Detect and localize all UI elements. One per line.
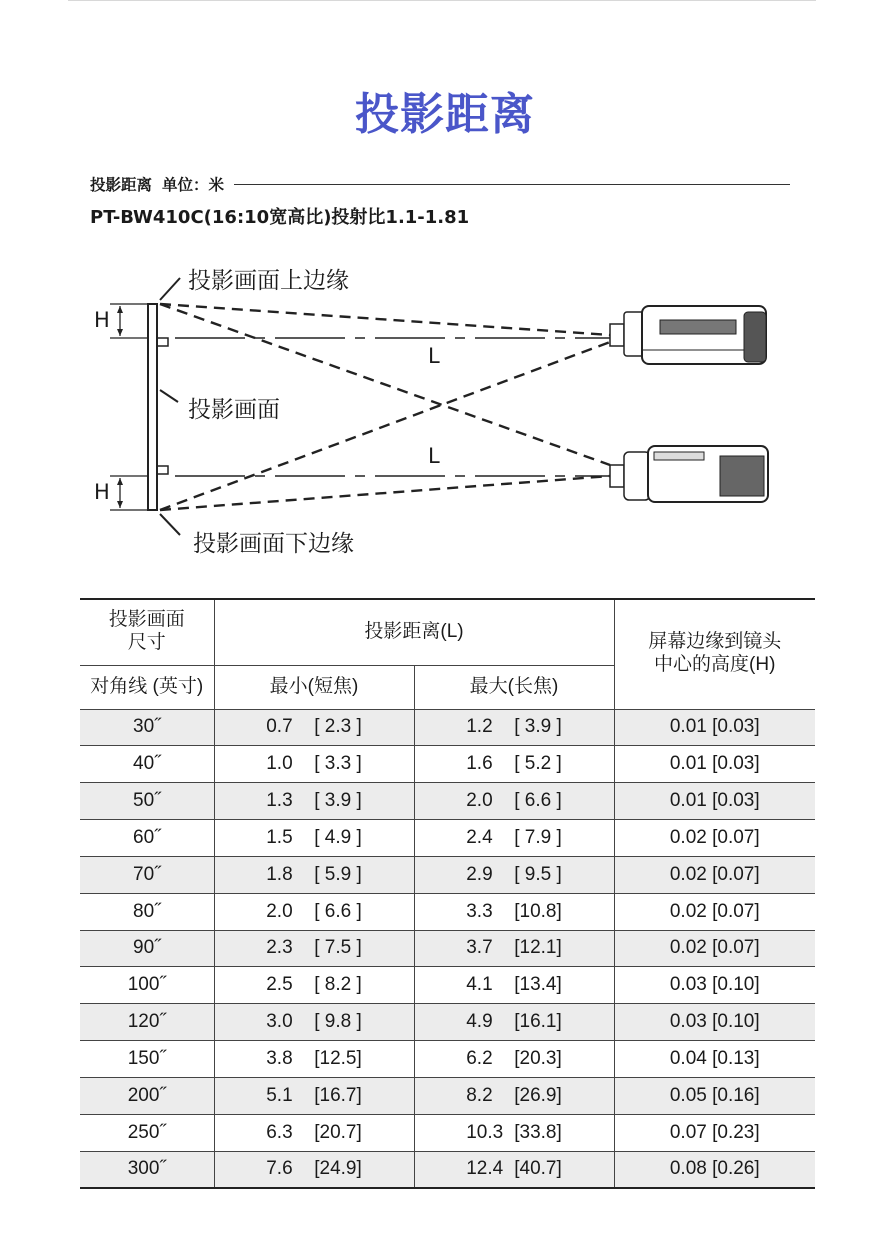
- header-distance: 投影距离(L): [214, 599, 614, 665]
- cell-size: 150˝: [80, 1041, 214, 1078]
- header-min: 最小(短焦): [214, 665, 414, 709]
- cell-max: 6.2 [20.3]: [414, 1041, 614, 1078]
- cell-max: 2.4 [ 7.9 ]: [414, 820, 614, 857]
- cell-height: 0.02 [0.07]: [614, 930, 815, 967]
- cell-size: 120˝: [80, 1004, 214, 1041]
- cell-size: 250˝: [80, 1114, 214, 1151]
- leader-bottom: [160, 514, 180, 535]
- projector-floor-icon: [610, 446, 768, 502]
- cell-min: 1.3 [ 3.9 ]: [214, 783, 414, 820]
- cell-size: 90˝: [80, 930, 214, 967]
- table-row: [80, 930, 815, 967]
- cell-max: 1.2 [ 3.9 ]: [414, 709, 614, 746]
- screen-label: 投影画面: [188, 397, 280, 423]
- projector-ceiling-icon: [610, 306, 766, 364]
- model-line: PT-BW410C(16:10宽高比)投射比1.1-1.81: [90, 207, 470, 228]
- cell-min: 3.8 [12.5]: [214, 1041, 414, 1078]
- table-row: [80, 1077, 815, 1114]
- projection-table: [80, 598, 815, 1189]
- h-label-bottom: H: [94, 480, 110, 504]
- cell-height: 0.03 [0.10]: [614, 1004, 815, 1041]
- page-title: 投影距离: [355, 89, 535, 140]
- cell-height: 0.02 [0.07]: [614, 893, 815, 930]
- cell-height: 0.01 [0.03]: [614, 746, 815, 783]
- cell-height: 0.01 [0.03]: [614, 783, 815, 820]
- header-diagonal: 对角线 (英寸): [80, 665, 214, 709]
- header-max: 最大(长焦): [414, 665, 614, 709]
- cell-min: 3.0 [ 9.8 ]: [214, 1004, 414, 1041]
- table-row: [80, 1114, 815, 1151]
- unit-line: [90, 173, 790, 195]
- h-label-top: H: [94, 308, 110, 332]
- cell-size: 80˝: [80, 893, 214, 930]
- projection-diagram: [80, 260, 800, 570]
- cell-height: 0.03 [0.10]: [614, 967, 815, 1004]
- cell-size: 100˝: [80, 967, 214, 1004]
- cell-height: 0.05 [0.16]: [614, 1077, 815, 1114]
- cell-height: 0.01 [0.03]: [614, 709, 815, 746]
- table-row: [80, 1004, 815, 1041]
- section-label: 投影距离: [90, 176, 153, 194]
- cell-size: 70˝: [80, 856, 214, 893]
- cell-max: 12.4 [40.7]: [414, 1151, 614, 1188]
- cell-min: 2.5 [ 8.2 ]: [214, 967, 414, 1004]
- cell-max: 1.6 [ 5.2 ]: [414, 746, 614, 783]
- cell-size: 30˝: [80, 709, 214, 746]
- cell-min: 2.3 [ 7.5 ]: [214, 930, 414, 967]
- cell-min: 0.7 [ 2.3 ]: [214, 709, 414, 746]
- cell-height: 0.08 [0.26]: [614, 1151, 815, 1188]
- cell-max: 10.3 [33.8]: [414, 1114, 614, 1151]
- top-divider: [68, 0, 816, 1]
- cell-size: 50˝: [80, 783, 214, 820]
- cell-height: 0.02 [0.07]: [614, 856, 815, 893]
- top-edge-label: 投影画面上边缘: [188, 268, 349, 294]
- table-row: [80, 709, 815, 746]
- cell-height: 0.02 [0.07]: [614, 820, 815, 857]
- cell-min: 2.0 [ 6.6 ]: [214, 893, 414, 930]
- cell-max: 2.0 [ 6.6 ]: [414, 783, 614, 820]
- table-row: [80, 746, 815, 783]
- cell-max: 4.9 [16.1]: [414, 1004, 614, 1041]
- unit-rule: [234, 184, 790, 185]
- cell-min: 5.1 [16.7]: [214, 1077, 414, 1114]
- cell-size: 60˝: [80, 820, 214, 857]
- cell-min: 1.8 [ 5.9 ]: [214, 856, 414, 893]
- bottom-edge-label: 投影画面下边缘: [193, 531, 354, 557]
- cell-max: 2.9 [ 9.5 ]: [414, 856, 614, 893]
- cell-max: 3.3 [10.8]: [414, 893, 614, 930]
- cell-min: 6.3 [20.7]: [214, 1114, 414, 1151]
- l-label-bottom: L: [428, 444, 440, 468]
- l-label-top: L: [428, 344, 440, 368]
- cell-min: 7.6 [24.9]: [214, 1151, 414, 1188]
- table-row: [80, 820, 815, 857]
- table-row: [80, 1151, 815, 1188]
- table-row: [80, 783, 815, 820]
- cell-max: 8.2 [26.9]: [414, 1077, 614, 1114]
- table-row: [80, 1041, 815, 1078]
- table-row: [80, 893, 815, 930]
- screen-panel: [148, 304, 157, 510]
- table-row: [80, 967, 815, 1004]
- cell-max: 3.7 [12.1]: [414, 930, 614, 967]
- cell-size: 40˝: [80, 746, 214, 783]
- cell-height: 0.07 [0.23]: [614, 1114, 815, 1151]
- header-height: 屏幕边缘到镜头 中心的高度(H): [614, 599, 815, 709]
- table-body: [80, 709, 815, 1188]
- leader-top: [160, 278, 180, 300]
- cell-height: 0.04 [0.13]: [614, 1041, 815, 1078]
- cell-min: 1.5 [ 4.9 ]: [214, 820, 414, 857]
- table-row: [80, 856, 815, 893]
- unit-label: 单位：米: [162, 176, 225, 194]
- cell-min: 1.0 [ 3.3 ]: [214, 746, 414, 783]
- leader-screen: [160, 390, 178, 402]
- cell-max: 4.1 [13.4]: [414, 967, 614, 1004]
- cell-size: 300˝: [80, 1151, 214, 1188]
- cell-size: 200˝: [80, 1077, 214, 1114]
- header-size: 投影画面 尺寸: [80, 599, 214, 665]
